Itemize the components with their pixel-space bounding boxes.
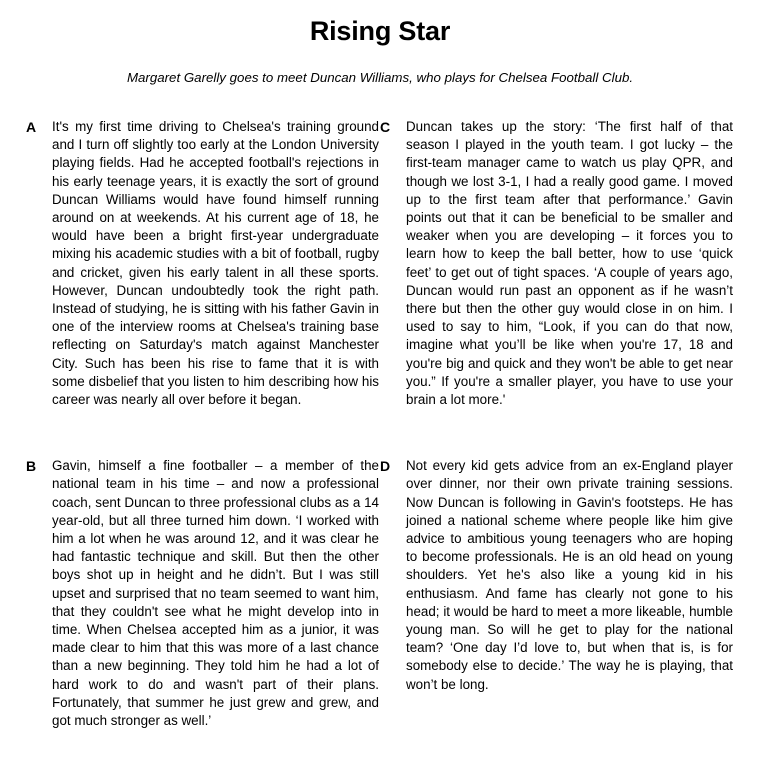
paragraph-text-d: Not every kid gets advice from an ex-England player over dinner, nor their own private training sessions. Now Duncan is following in Gavin's footsteps. He has joined a national scheme where people like him give advice to ambitious young teenagers who are hoping to become professionals. He is an old head on young shoulders. Yet he's also like a young kid in his enthusiasm. And fame has clearly not gone to his head; it would be hard to meet a more likeable, humble young man. So will he get to play for the national team? ‘One day I’d love to, but when that is, is for somebody else to decide.’ The way he is playing, that won’t be long. <box>406 458 733 692</box>
paragraph-a <box>26 118 379 409</box>
paragraph-text-a: It's my first time driving to Chelsea's training ground and I turn off slightly too early at the London University playing fields. Had he accepted football's rejections in his early teenage years, it is exactly the sort of ground Duncan Williams would have found himself running around on at weekends. At his current age of 18, he would have been a bright first-year undergraduate mixing his academic studies with a bit of football, rugby and cricket, given his early talent in all these sports. However, Duncan undoubtedly took the right path. Instead of studying, he is sitting with his father Gavin in one of the interview rooms at Chelsea's training base reflecting on Saturday's match against Manchester City. Such has been his rise to fame that it is with some disbelief that you listen to him describing how his career was nearly all over before it began. <box>52 119 379 408</box>
column-right <box>380 118 733 730</box>
paragraph-text-c: Duncan takes up the story: ‘The first half of that season I played in the youth team. I got lucky – the first-team manager came to watch us play QPR, and though we lost 3-1, I had a really good game. I moved up to the first team after that performance.’ Gavin points out that it can be beneficial to be smaller and weaker when you are developing – it forces you to learn how to keep the ball better, how to use ‘quick feet’ to get out of tight spaces. ‘A couple of years ago, Duncan would run past an opponent as if he wasn’t there but then the other guy would close in on him. I used to say to him, “Look, if you can do that now, imagine what you’ll be like when you're 17, 18 and you're big and quick and they won't be able to get near you.” If you're a smaller player, you have to use your brain a lot more.' <box>406 119 733 408</box>
paragraph-text-b: Gavin, himself a fine footballer – a member of the national team in his time – and now a professional coach, sent Duncan to three professional clubs as a 14 year-old, but all three turned him down. ‘I worked with him a lot when he was around 12, and it was clear he had fantastic technique and skill. But then the other boys shot up in height and he didn’t. But I was still upset and surprised that no team seemed to want him, that they couldn't see what he might develop into in time. When Chelsea accepted him as a junior, it was made clear to him that this was more of a last chance than a new beginning. They told him he had a lot of hard work to do and wasn't part of their plans. Fortunately, that summer he just grew and grew, and got much stronger as well.’ <box>52 458 379 729</box>
paragraph-letter-a: A <box>26 119 37 135</box>
paragraph-letter-d: D <box>380 458 391 475</box>
page-title: Rising Star <box>309 16 451 46</box>
page-subtitle: Margaret Garelly goes to meet Duncan Williams, who plays for Chelsea Football Club. <box>126 70 634 85</box>
article-columns <box>0 118 760 730</box>
paragraph-b <box>26 457 379 730</box>
paragraph-c <box>380 118 733 409</box>
paragraph-d <box>380 457 733 694</box>
paragraph-letter-c: C <box>380 119 391 135</box>
column-left <box>26 118 379 730</box>
paragraph-letter-b: B <box>26 458 37 475</box>
